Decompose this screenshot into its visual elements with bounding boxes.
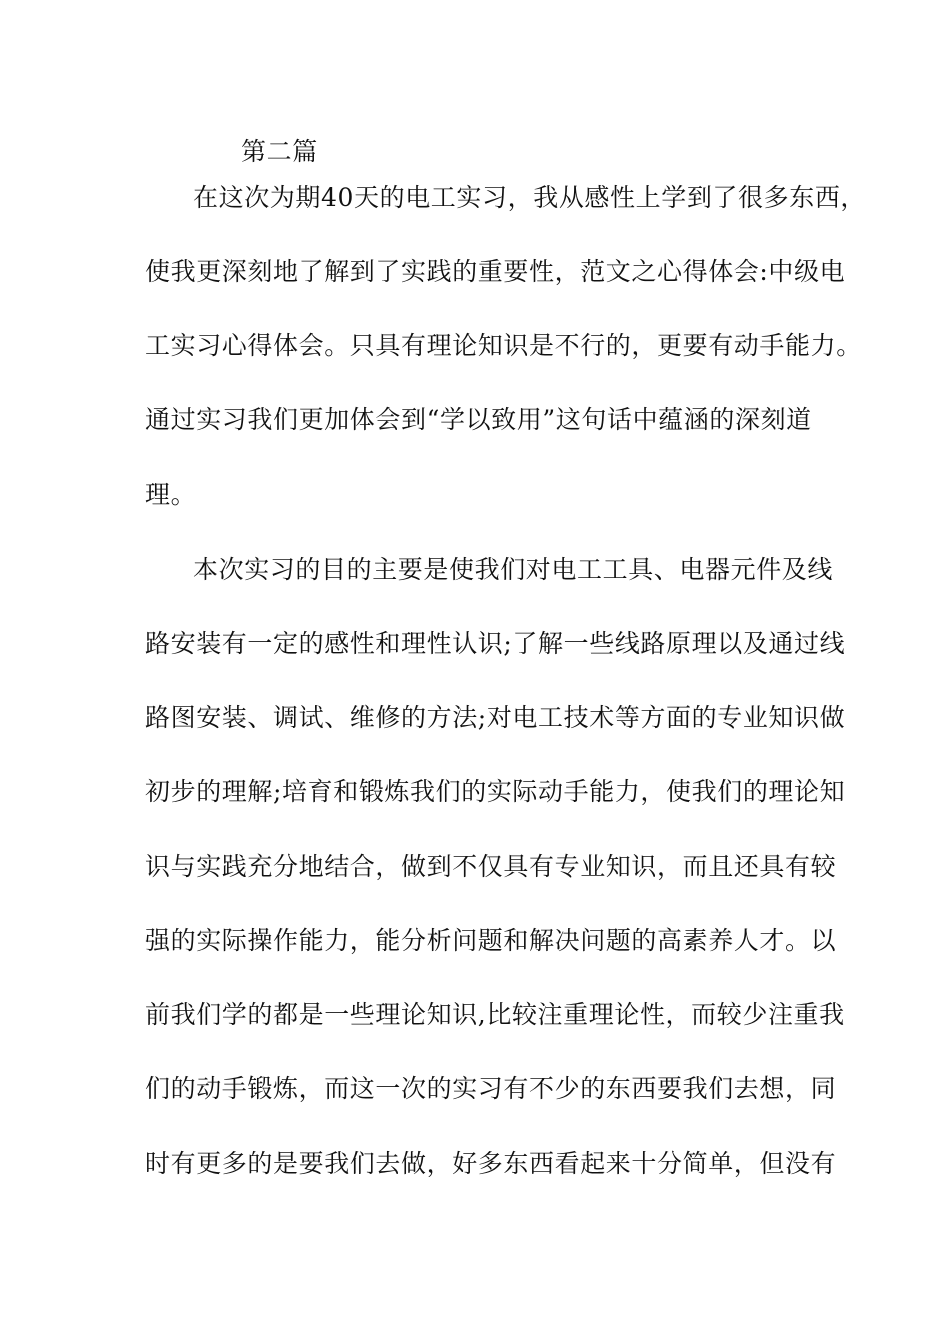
text-line: 初步的理解;培育和锻炼我们的实际动手能力，使我们的理论知 (145, 777, 846, 806)
text-line: 路安装有一定的感性和理性认识;了解一些线路原理以及通过线 (145, 629, 846, 658)
text-line: 前我们学的都是一些理论知识,比较注重理论性，而较少注重我 (145, 1000, 845, 1029)
section-heading: 第二篇 (241, 137, 318, 166)
text-line: 工实习心得体会。只具有理论知识是不行的，更要有动手能力。 (145, 331, 862, 360)
text-line: 在这次为期40天的电工实习，我从感性上学到了很多东西， (193, 183, 867, 212)
text-line: 本次实习的目的主要是使我们对电工工具、电器元件及线 (193, 555, 834, 584)
text-line: 强的实际操作能力，能分析问题和解决问题的高素养人才。以 (145, 926, 837, 955)
text-line: 路图安装、调试、维修的方法;对电工技术等方面的专业知识做 (145, 703, 846, 732)
text-line: 通过实习我们更加体会到“学以致用”这句话中蕴涵的深刻道 (145, 405, 812, 434)
text-line: 时有更多的是要我们去做，好多东西看起来十分简单，但没有 (145, 1149, 837, 1178)
text-line: 理。 (145, 480, 197, 509)
text-line: 使我更深刻地了解到了实践的重要性，范文之心得体会:中级电 (145, 257, 846, 286)
text-line: 们的动手锻炼，而这一次的实习有不少的东西要我们去想，同 (145, 1074, 837, 1103)
text-line: 识与实践充分地结合，做到不仅具有专业知识，而且还具有较 (145, 852, 837, 881)
